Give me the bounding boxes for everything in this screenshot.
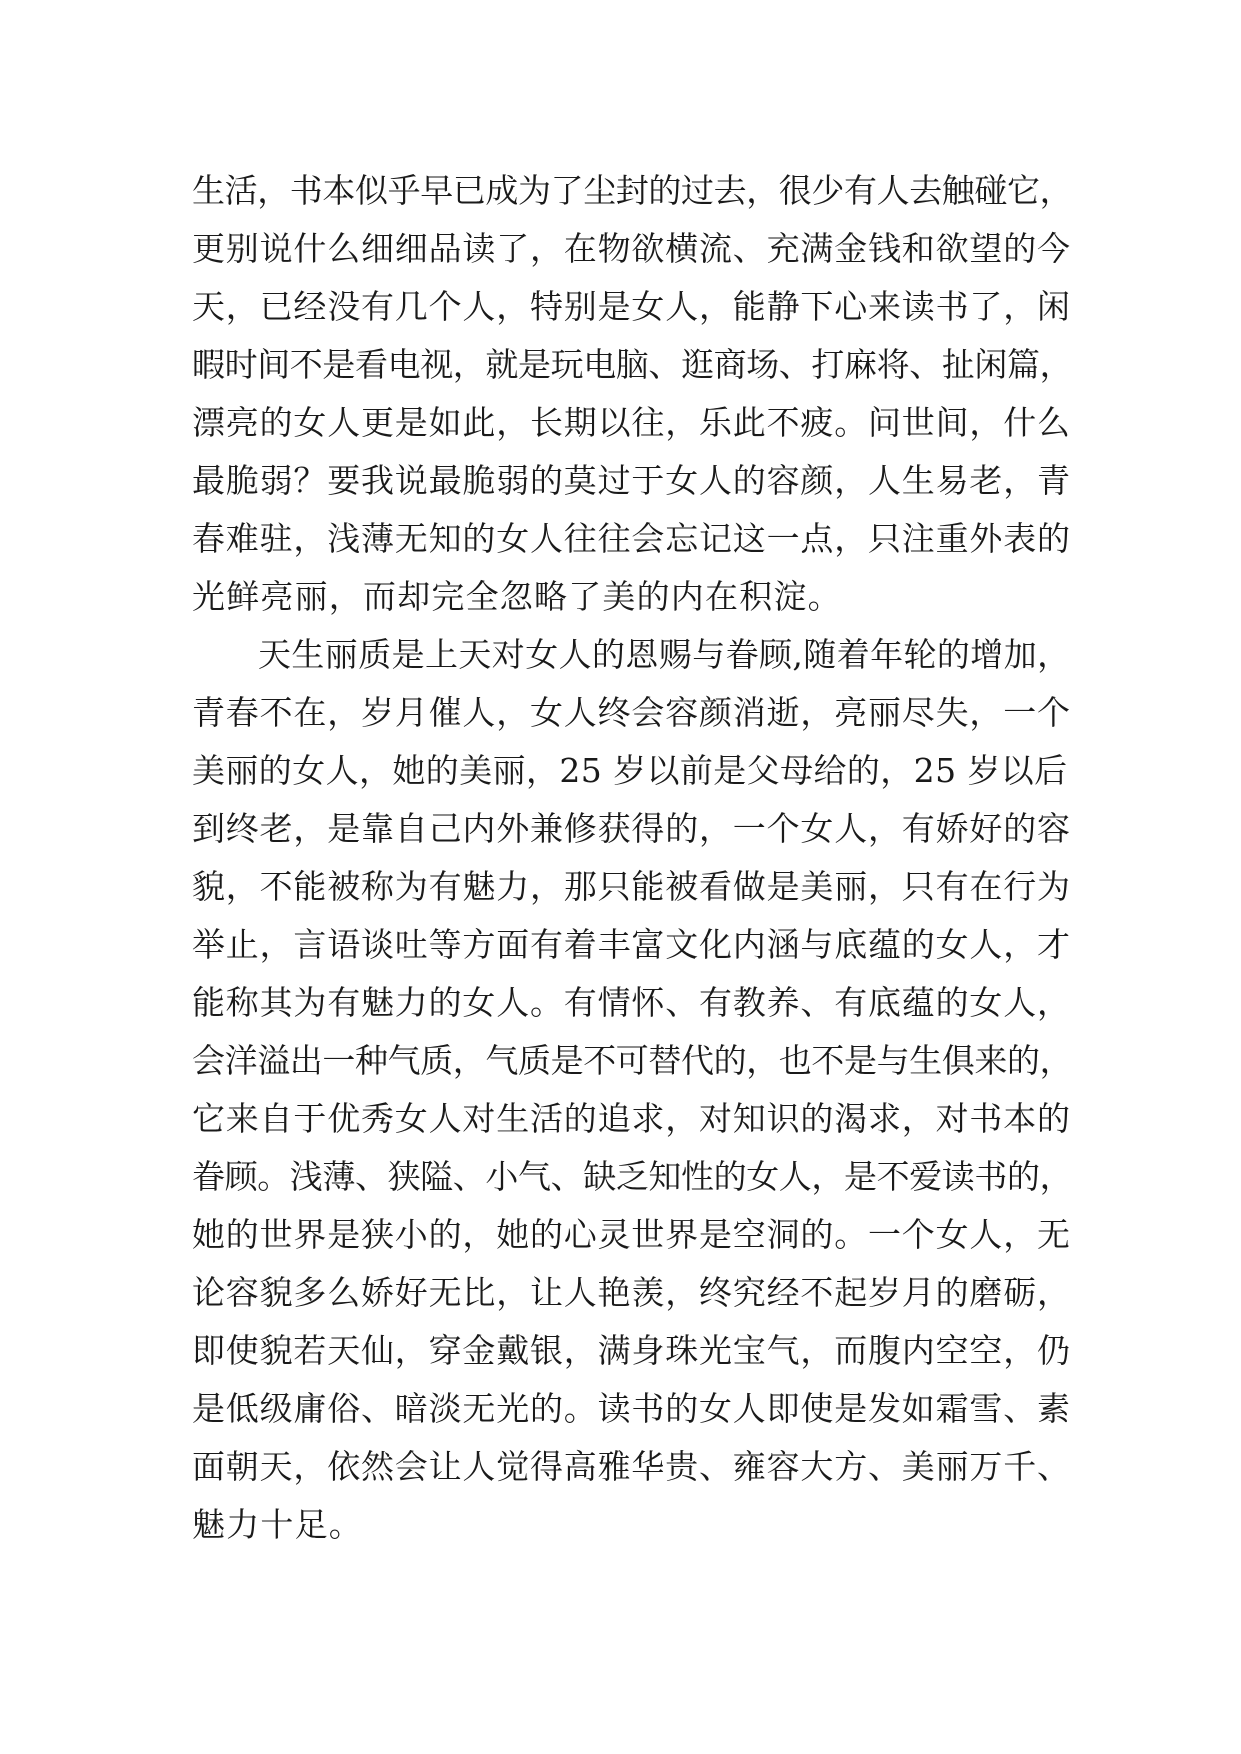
text-line: 青春不在，岁月催人，女人终会容颜消逝，亮丽尽失，一个 (192, 693, 1071, 732)
text-line: 天生丽质是上天对女人的恩赐与眷顾,随着年轮的增加， (258, 635, 1071, 674)
text-line: 论容貌多么娇好无比，让人艳羡，终究经不起岁月的磨砺， (192, 1273, 1071, 1312)
text-line: 面朝天，依然会让人觉得高雅华贵、雍容大方、美丽万千、 (192, 1447, 1071, 1486)
text-line: 光鲜亮丽，而却完全忽略了美的内在积淀。 (192, 577, 842, 616)
text-line: 会洋溢出一种气质，气质是不可替代的，也不是与生俱来的， (192, 1041, 1073, 1080)
text-line: 暇时间不是看电视，就是玩电脑、逛商场、打麻将、扯闲篇， (192, 345, 1073, 384)
text-line: 它来自于优秀女人对生活的追求，对知识的渴求，对书本的 (192, 1099, 1071, 1138)
text-line: 魅力十足。 (192, 1505, 363, 1544)
text-line: 最脆弱？要我说最脆弱的莫过于女人的容颜，人生易老，青 (192, 461, 1071, 500)
text-line: 春难驻，浅薄无知的女人往往会忘记这一点，只注重外表的 (192, 519, 1071, 558)
text-line: 更别说什么细细品读了，在物欲横流、充满金钱和欲望的今 (192, 229, 1071, 268)
text-line: 美丽的女人，她的美丽，25 岁以前是父母给的，25 岁以后 (192, 751, 1068, 790)
text-line: 眷顾。浅薄、狭隘、小气、缺乏知性的女人，是不爱读书的， (192, 1157, 1073, 1196)
text-line: 能称其为有魅力的女人。有情怀、有教养、有底蕴的女人， (192, 983, 1071, 1022)
body-text (192, 162, 1072, 1554)
text-line: 天，已经没有几个人，特别是女人，能静下心来读书了，闲 (192, 287, 1071, 326)
text-line: 举止，言语谈吐等方面有着丰富文化内涵与底蕴的女人，才 (192, 925, 1071, 964)
text-line: 貌，不能被称为有魅力，那只能被看做是美丽，只有在行为 (192, 867, 1071, 906)
text-line: 她的世界是狭小的，她的心灵世界是空洞的。一个女人，无 (192, 1215, 1071, 1254)
text-line: 生活，书本似乎早已成为了尘封的过去，很少有人去触碰它， (192, 171, 1073, 210)
text-line: 漂亮的女人更是如此，长期以往，乐此不疲。问世间，什么 (192, 403, 1071, 442)
text-line: 即使貌若天仙，穿金戴银，满身珠光宝气，而腹内空空，仍 (192, 1331, 1071, 1370)
text-line: 是低级庸俗、暗淡无光的。读书的女人即使是发如霜雪、素 (192, 1389, 1071, 1428)
text-line: 到终老，是靠自己内外兼修获得的，一个女人，有娇好的容 (192, 809, 1071, 848)
